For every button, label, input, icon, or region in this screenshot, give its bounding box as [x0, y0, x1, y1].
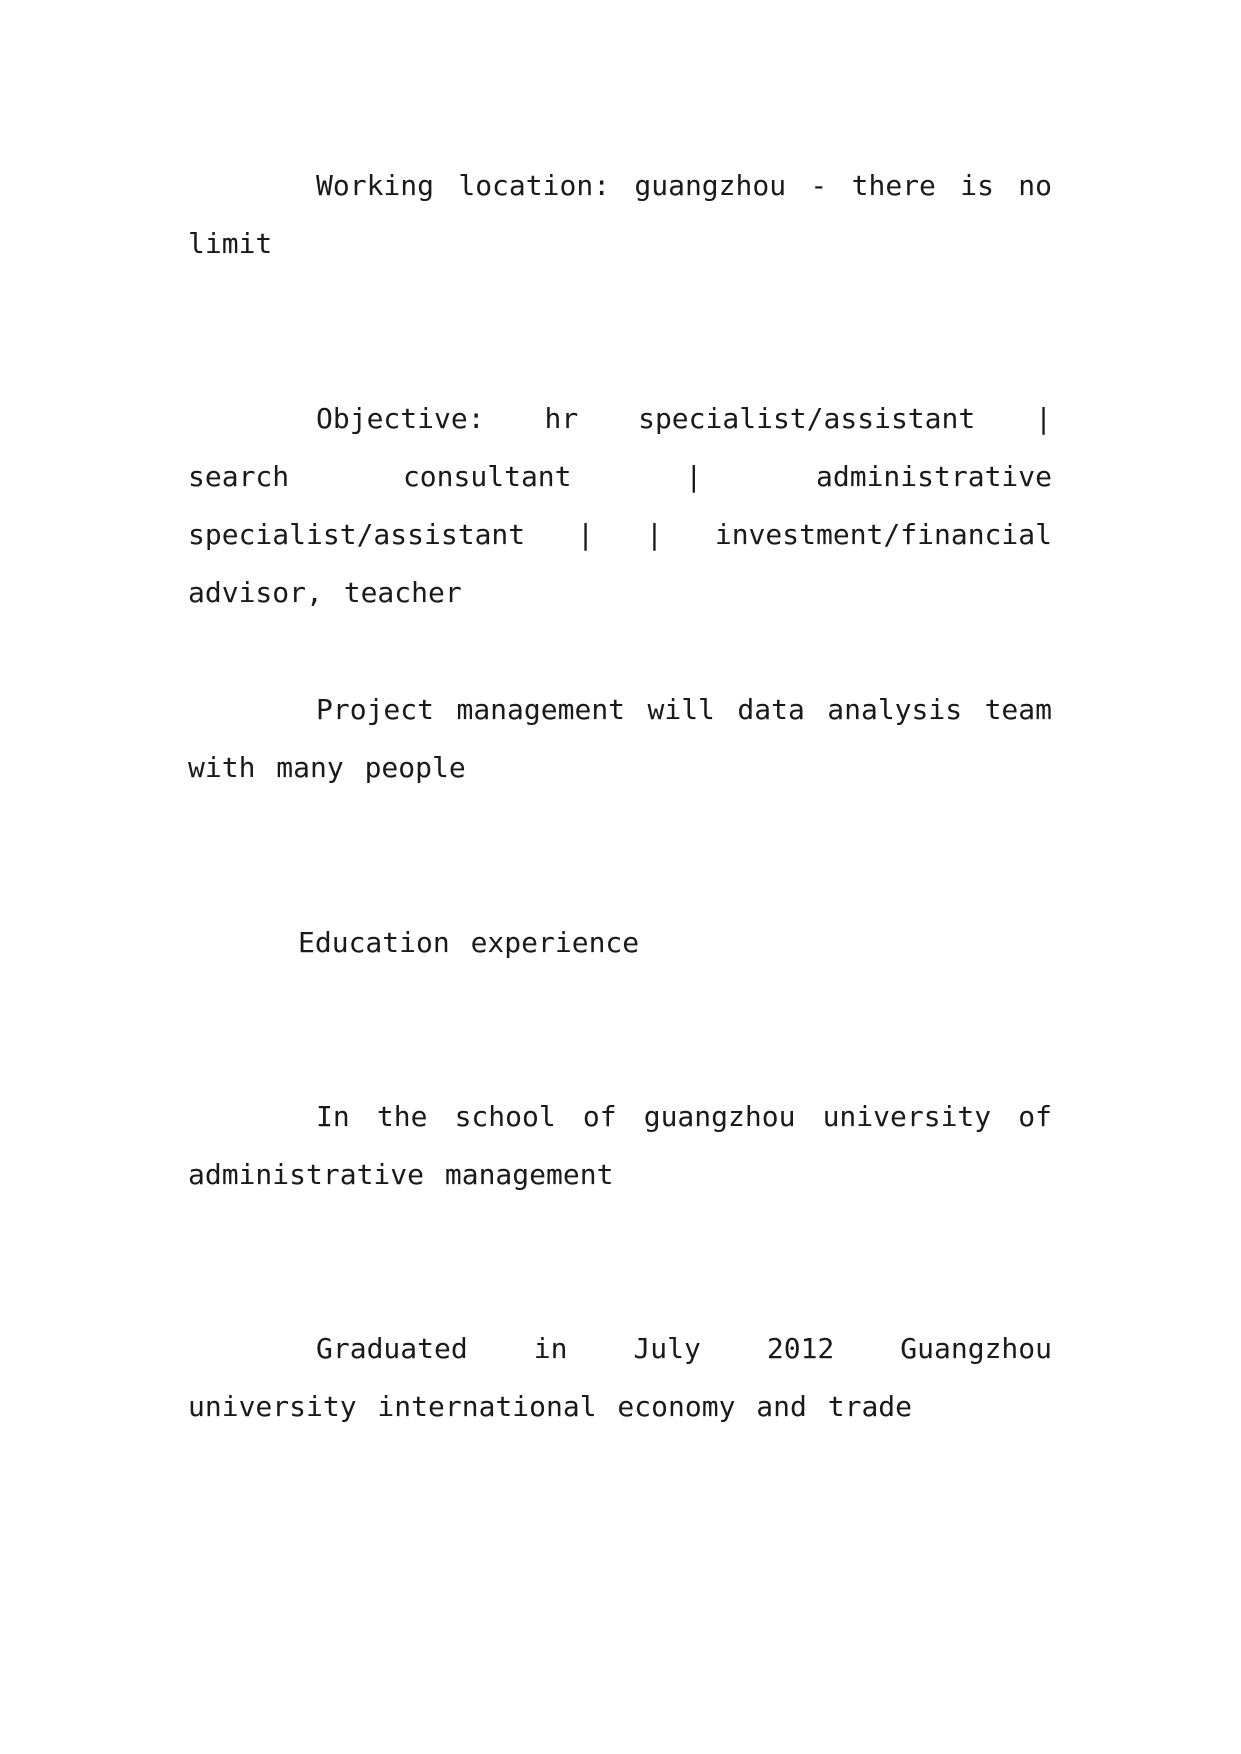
education-heading: Education experience	[298, 926, 640, 959]
skills-paragraph: Project management will data analysis team with many people	[188, 693, 1052, 784]
graduation-paragraph: Graduated in July 2012 Guangzhou university international economy and trade	[188, 1332, 1052, 1423]
working-location-paragraph: Working location: guangzhou - there is no limit	[188, 169, 1052, 260]
school-paragraph: In the school of guangzhou university of administrative management	[188, 1100, 1052, 1191]
objective-paragraph: Objective: hr specialist/assistant | search consultant | administrative specialist/assistant | | investment/financial advisor, teacher	[188, 402, 1052, 609]
